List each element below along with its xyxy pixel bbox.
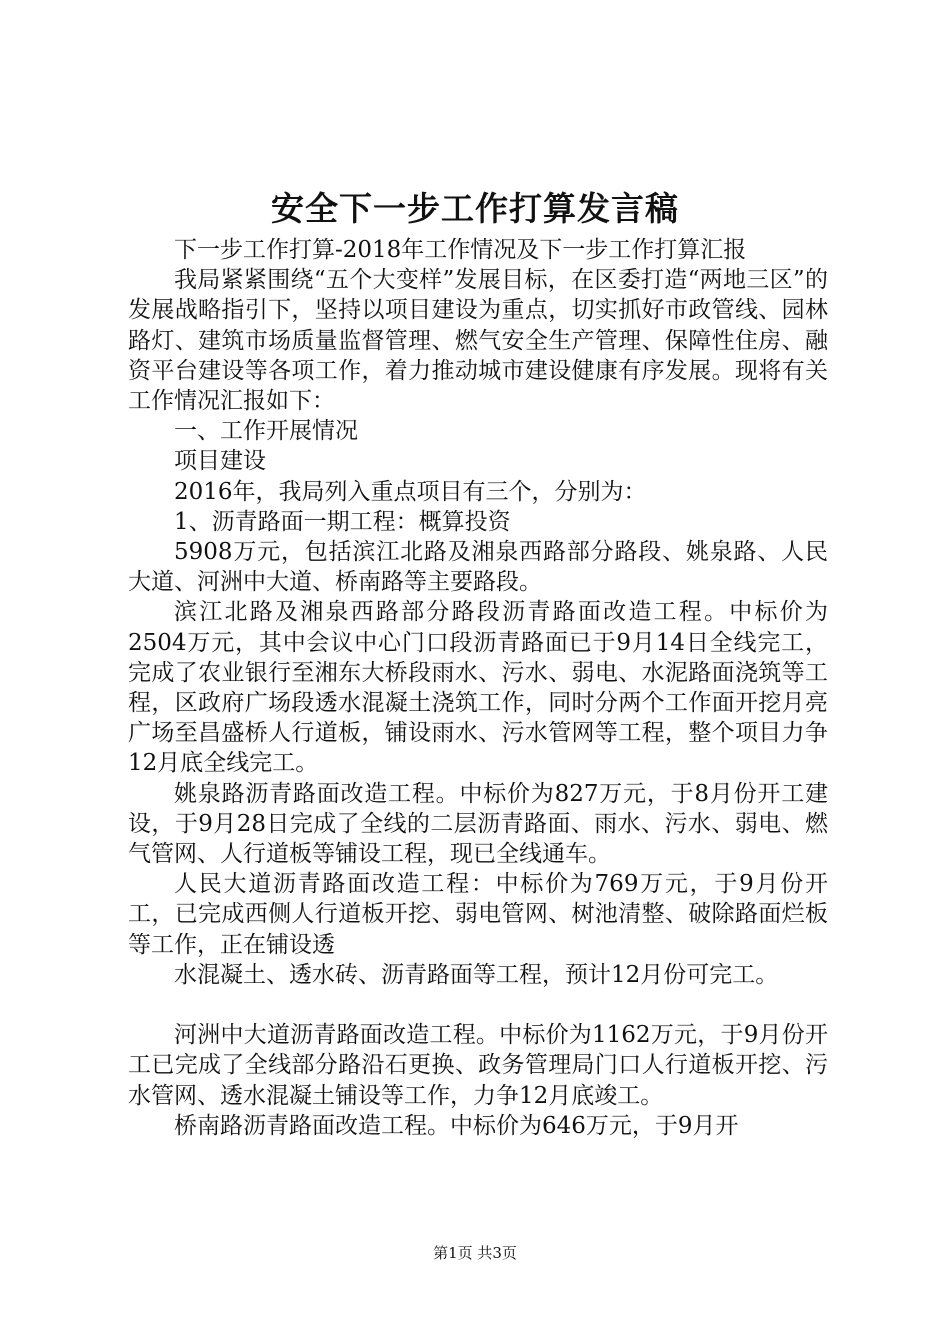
paragraph: 滨江北路及湘泉西路部分路段沥青路面改造工程。中标价为2504万元，其中会议中心门口段沥青路面已于9月14日全线完工，完成了农业银行至湘东大桥段雨水、污水、弱电、水泥路面浇筑等工程，区政府广场段透水混凝土浇筑工作，同时分两个工作面开挖月亮广场至昌盛桥人行道板，铺设雨水、污水管网等工程，整个项目力争12月底全线完工。 (128, 599, 828, 777)
blank-line (128, 990, 828, 1020)
paragraph: 2016年，我局列入重点项目有三个，分别为： (174, 478, 647, 505)
paragraph: 5908万元，包括滨江北路及湘泉西路部分路段、姚泉路、人民大道、河洲中大道、桥南路等主要路段。 (128, 539, 828, 596)
paragraph: 下一步工作打算-2018年工作情况及下一步工作打算汇报 (174, 237, 747, 263)
page-footer: 第1页 共3页 (433, 1244, 517, 1262)
section-heading: 一、工作开展情况 (174, 418, 358, 445)
paragraph: 河洲中大道沥青路面改造工程。中标价为1162万元，于9月份开工已完成了全线部分路沿石更换、政务管理局门口人行道板开挖、污水管网、透水混凝土铺设等工作，力争12月底竣工。 (128, 1022, 828, 1109)
paragraph: 1、沥青路面一期工程：概算投资 (174, 508, 511, 535)
paragraph: 桥南路沥青路面改造工程。中标价为646万元，于9月开 (174, 1112, 739, 1139)
document-body (128, 235, 828, 1141)
document-title: 安全下一步工作打算发言稿 (271, 189, 679, 228)
paragraph: 姚泉路沥青路面改造工程。中标价为827万元，于8月份开工建设，于9月28日完成了全线的二层沥青路面、雨水、污水、弱电、燃气管网、人行道板等铺设工程，现已全线通车。 (128, 780, 828, 868)
paragraph: 水混凝土、透水砖、沥青路面等工程，预计12月份可完工。 (174, 961, 779, 988)
subsection-heading: 项目建设 (174, 448, 266, 475)
paragraph: 我局紧紧围绕“五个大变样”发展目标，在区委打造“两地三区”的发展战略指引下，坚持以项目建设为重点，切实抓好市政管线、园林路灯、建筑市场质量监督管理、燃气安全生产管理、保障性住房、融资平台建设等各项工作，着力推动城市建设健康有序发展。现将有关工作情况汇报如下： (128, 267, 828, 415)
paragraph: 人民大道沥青路面改造工程：中标价为769万元，于9月份开工，已完成西侧人行道板开挖、弱电管网、树池清整、破除路面烂板等工作，正在铺设透 (128, 871, 828, 958)
